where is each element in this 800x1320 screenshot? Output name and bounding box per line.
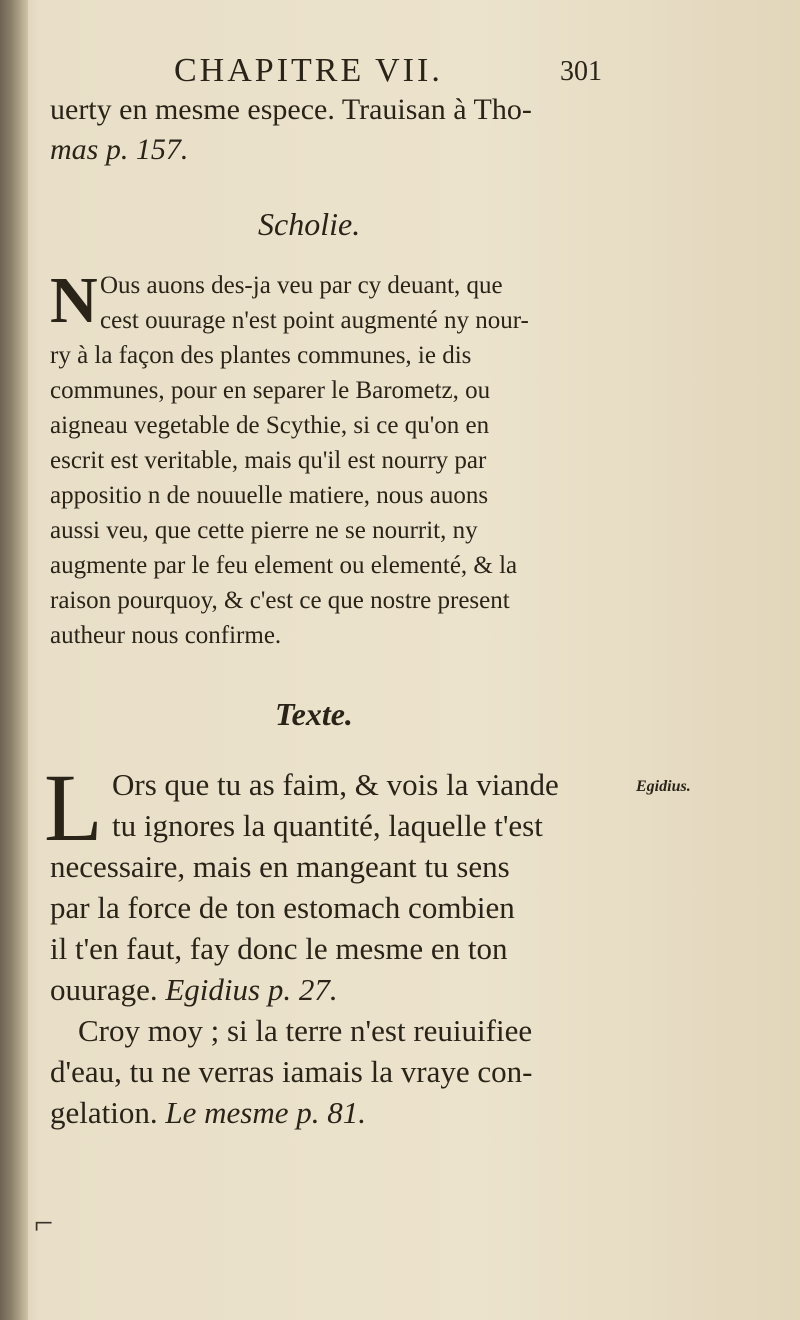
text-line: raison pourquoy, & c'est ce que nostre present bbox=[50, 587, 510, 614]
page-number: 301 bbox=[560, 56, 602, 87]
text-line: il t'en faut, fay donc le mesme en ton bbox=[50, 931, 508, 966]
text-line: necessaire, mais en mangeant tu sens bbox=[50, 849, 510, 884]
drop-cap-l: L bbox=[44, 754, 103, 861]
text-fragment: gelation. bbox=[50, 1095, 158, 1130]
text-line: par la force de ton estomach combien bbox=[50, 890, 515, 925]
continuation-line-2: mas p. 157. bbox=[50, 133, 189, 166]
text-line: appositio n de nouuelle matiere, nous auons bbox=[50, 482, 489, 509]
drop-cap-n: N bbox=[50, 264, 98, 337]
section-heading-texte: Texte. bbox=[275, 696, 353, 732]
citation-egidius: Egidius p. 27. bbox=[165, 972, 338, 1007]
running-head: CHAPITRE VII. bbox=[174, 52, 443, 89]
margin-note: Egidius. bbox=[636, 778, 691, 795]
text-line: Ous auons des-ja veu par cy deuant, que bbox=[100, 272, 503, 299]
text-line bbox=[50, 969, 640, 1010]
text-line: ry à la façon des plantes communes, ie dis bbox=[50, 342, 472, 369]
text-line: communes, pour en separer le Barometz, ou bbox=[50, 377, 491, 404]
text-line: tu ignores la quantité, laquelle t'est bbox=[112, 808, 543, 843]
book-binding bbox=[0, 0, 28, 1320]
text-line: cest ouurage n'est point augmenté ny nour- bbox=[100, 307, 529, 334]
margin-mark: ⌐ bbox=[34, 1205, 54, 1242]
text-line: autheur nous confirme. bbox=[50, 622, 282, 649]
text-line: d'eau, tu ne verras iamais la vraye con- bbox=[50, 1054, 533, 1089]
section-heading-scholie: Scholie. bbox=[258, 206, 361, 242]
text-fragment: ouurage. bbox=[50, 972, 158, 1007]
text-line: escrit est veritable, mais qu'il est nourry par bbox=[50, 447, 487, 474]
text-line bbox=[50, 1092, 640, 1133]
text-line: Croy moy ; si la terre n'est reuiuifiee bbox=[78, 1013, 533, 1048]
texte-paragraph bbox=[50, 764, 640, 1133]
scholie-paragraph bbox=[50, 264, 640, 653]
text-line: aigneau vegetable de Scythie, si ce qu'on en bbox=[50, 412, 490, 439]
continuation-line-1: uerty en mesme espece. Trauisan à Tho- bbox=[50, 93, 532, 126]
citation-le-mesme: Le mesme p. 81. bbox=[165, 1095, 366, 1130]
text-line: Ors que tu as faim, & vois la viande bbox=[112, 767, 559, 802]
text-line: augmente par le feu element ou elementé, & la bbox=[50, 552, 518, 579]
page-header bbox=[110, 52, 630, 92]
text-line: aussi veu, que cette pierre ne se nourrit, ny bbox=[50, 517, 478, 544]
